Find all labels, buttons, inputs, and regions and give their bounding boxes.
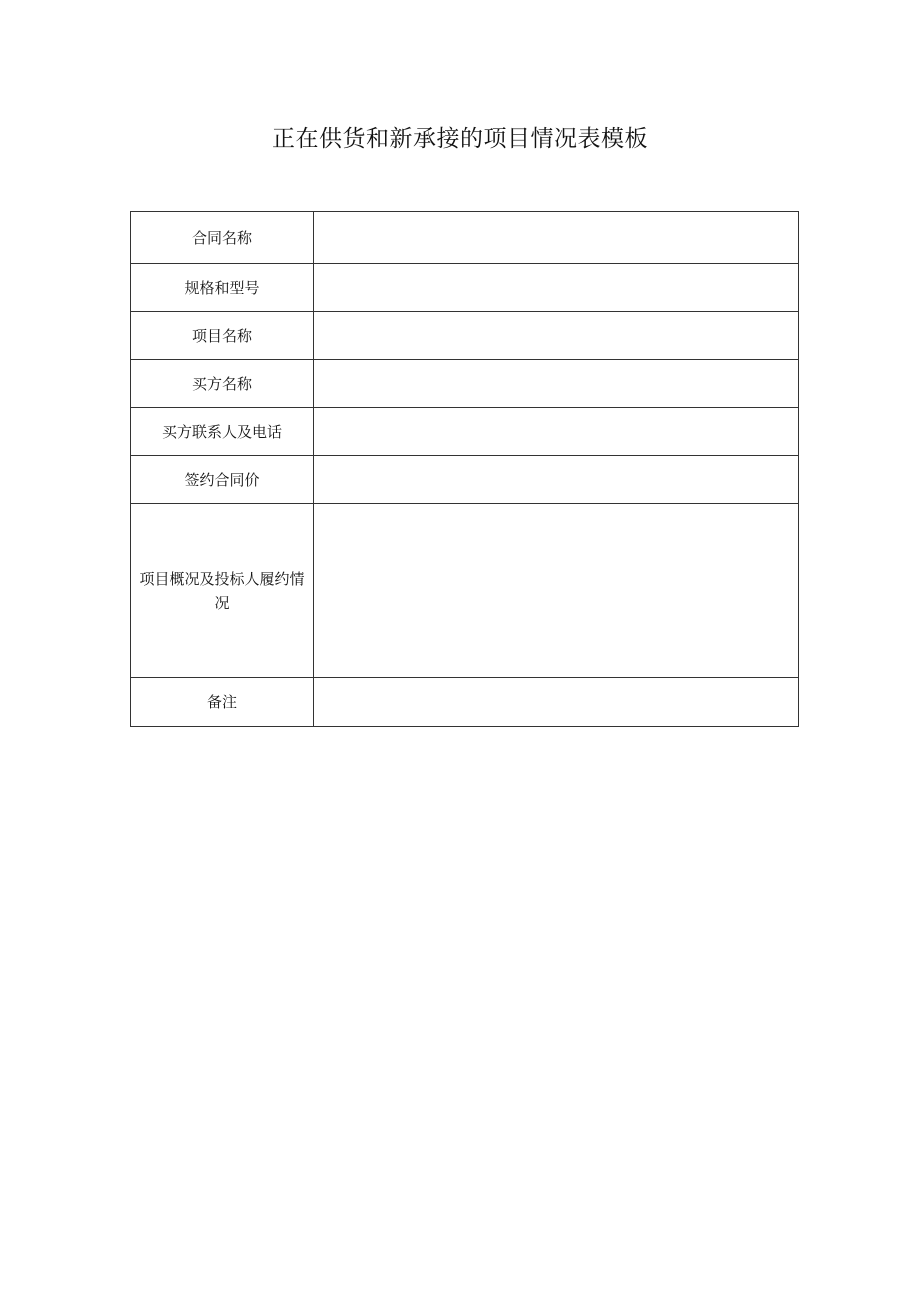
buyer-contact-field[interactable] bbox=[314, 408, 799, 456]
page-title: 正在供货和新承接的项目情况表模板 bbox=[272, 126, 648, 152]
remarks-label: 备注 bbox=[131, 678, 314, 727]
spec-model-field[interactable] bbox=[314, 264, 799, 312]
buyer-contact-label: 买方联系人及电话 bbox=[131, 408, 314, 456]
contract-price-label: 签约合同价 bbox=[131, 456, 314, 504]
project-name-label: 项目名称 bbox=[131, 312, 314, 360]
contract-name-field[interactable] bbox=[314, 212, 799, 264]
table-row-remarks bbox=[131, 678, 799, 727]
buyer-name-label: 买方名称 bbox=[131, 360, 314, 408]
table-row-contract-price bbox=[131, 456, 799, 504]
buyer-name-field[interactable] bbox=[314, 360, 799, 408]
project-name-field[interactable] bbox=[314, 312, 799, 360]
remarks-field[interactable] bbox=[314, 678, 799, 727]
table-row-contract-name bbox=[131, 212, 799, 264]
table-row-buyer-contact bbox=[131, 408, 799, 456]
project-info-table bbox=[130, 211, 799, 727]
project-overview-label: 项目概况及投标人履约情况 bbox=[131, 504, 314, 678]
table-row-project-name bbox=[131, 312, 799, 360]
project-overview-field[interactable] bbox=[314, 504, 799, 678]
table-row-spec-model bbox=[131, 264, 799, 312]
table-row-buyer-name bbox=[131, 360, 799, 408]
contract-name-label: 合同名称 bbox=[131, 212, 314, 264]
spec-model-label: 规格和型号 bbox=[131, 264, 314, 312]
table-row-project-overview bbox=[131, 504, 799, 678]
contract-price-field[interactable] bbox=[314, 456, 799, 504]
